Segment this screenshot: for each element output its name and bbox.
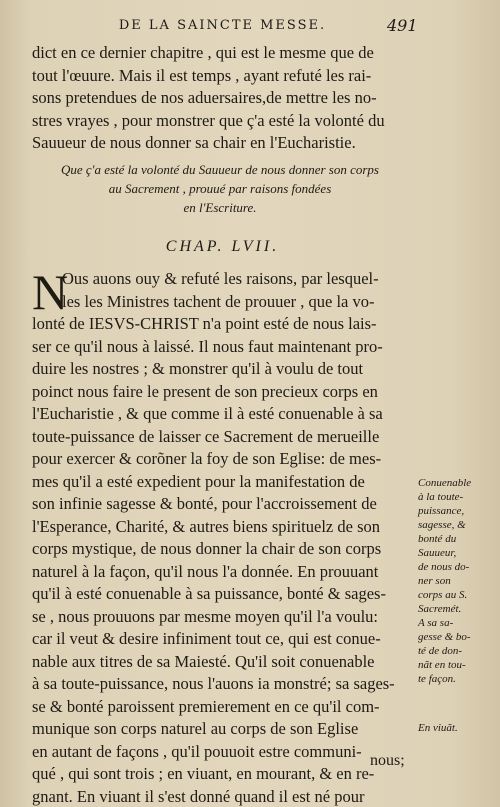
text-line: lonté de IESVS-CHRIST n'a point esté de nous lais-: [32, 314, 377, 333]
margin-note-line: Conuenable: [418, 477, 472, 489]
margin-note-line: puissance,: [418, 505, 465, 517]
summary-line: en l'Escriture.: [183, 200, 257, 215]
text-line: dict en ce dernier chapitre , qui est le mesme que de: [32, 43, 374, 62]
text-line: naturel à la façon, qu'il nous l'a donnée. En prouuant: [32, 561, 379, 581]
margin-note-line: à la toute-: [418, 491, 464, 503]
text-line: qué , qui sont trois ; en viuant, en mourant, & en re-: [32, 764, 375, 783]
text-line: poinct nous faire le present de son precieux corps en: [32, 381, 378, 401]
page-number: 491: [387, 16, 418, 35]
text-line: ser ce qu'il nous à laissé. Il nous faut maintenant pro-: [32, 336, 383, 356]
margin-note-line: corps au S.: [418, 589, 468, 601]
text-line: se & bonté paroissent premierement en ce qu'il com-: [32, 696, 380, 716]
text-line: pour exercer & corõner la foy de son Eglise: de mes-: [32, 449, 382, 468]
text-line: l'Eucharistie , & que comme il à esté conuenable à sa: [32, 404, 383, 423]
margin-note-line: Sacremét.: [418, 603, 462, 615]
text-line: munique son corps naturel au corps de son Eglise: [32, 719, 359, 738]
text-line: à sa toute-puissance, nous l'auons ia monstré; sa sages-: [32, 674, 395, 693]
running-head: DE LA SAINCTE MESSE.: [118, 18, 327, 33]
margin-note-line: Sauueur,: [418, 547, 457, 559]
top-text-block: [32, 42, 414, 155]
text-line: nable aux titres de sa Maiesté. Qu'il soit conuenable: [32, 651, 375, 671]
text-line: en autant de façons , qu'il pouuoit estre communi-: [32, 741, 362, 761]
drop-cap: N: [32, 264, 69, 320]
text-line: l'Esperance, Charité, & autres biens spirituelz de son: [32, 516, 380, 536]
margin-note-line: de nous do-: [418, 561, 470, 573]
text-line: les les Ministres tachent de prouuer , que la vo-: [62, 291, 375, 311]
chapter-title: CHAP. LVII.: [165, 238, 280, 255]
text-line: stres vrayes , pour monstrer que ç'a esté la volonté du: [32, 110, 385, 130]
chapter-summary: [40, 160, 400, 217]
margin-note-line: ner son: [418, 575, 451, 587]
margin-note-line: sagesse, &: [418, 519, 466, 531]
text-line: Sauueur de nous donner sa chair en l'Eucharistie.: [32, 133, 356, 152]
text-line: tout l'œuure. Mais il est temps , ayant refuté les rai-: [32, 65, 372, 85]
margin-note: [418, 476, 498, 686]
catchword: nous;: [370, 752, 405, 769]
margin-note-line: A sa sa-: [418, 617, 454, 629]
margin-note-line: te façon.: [418, 673, 456, 685]
chapter-body: [32, 264, 414, 807]
margin-note-line: gesse & bo-: [418, 631, 471, 643]
margin-note-line: bonté du: [418, 533, 457, 545]
text-line: duire les nostres ; & monstrer qu'il à voulu de tout: [32, 359, 364, 378]
summary-line: Que ç'a esté la volonté du Sauueur de nous donner son corps: [61, 162, 379, 177]
text-line: son infinie sagesse & bonté, pour l'accroissement de: [32, 494, 377, 513]
text-line: qu'il à esté conuenable à sa puissance, bonté & sages-: [32, 584, 386, 603]
summary-line: au Sacrement , prouué par raisons fondées: [108, 181, 332, 196]
text-line: Ous auons ouy & refuté les raisons, par lesquel-: [62, 269, 379, 288]
margin-note-line: nãt en tou-: [418, 659, 466, 671]
text-line: sons pretendues de nos aduersaires,de mettre les no-: [32, 88, 377, 107]
text-line: toute-puissance de laisser ce Sacrement de merueille: [32, 426, 380, 446]
text-line: corps mystique, de nous donner la chair de son corps: [32, 539, 382, 558]
text-line: mes qu'il a esté expedient pour la manifestation de: [32, 471, 365, 491]
margin-note-en-viuant: En viuãt.: [418, 722, 458, 734]
text-line: se , nous prouuons par mesme moyen qu'il l'a voulu:: [32, 606, 378, 626]
margin-note-line: té de don-: [418, 645, 462, 657]
text-line: car il veut & desire infiniment tout ce, qui est conue-: [32, 629, 381, 648]
text-line: gnant. En viuant il s'est donné quand il est né pour: [32, 786, 365, 806]
